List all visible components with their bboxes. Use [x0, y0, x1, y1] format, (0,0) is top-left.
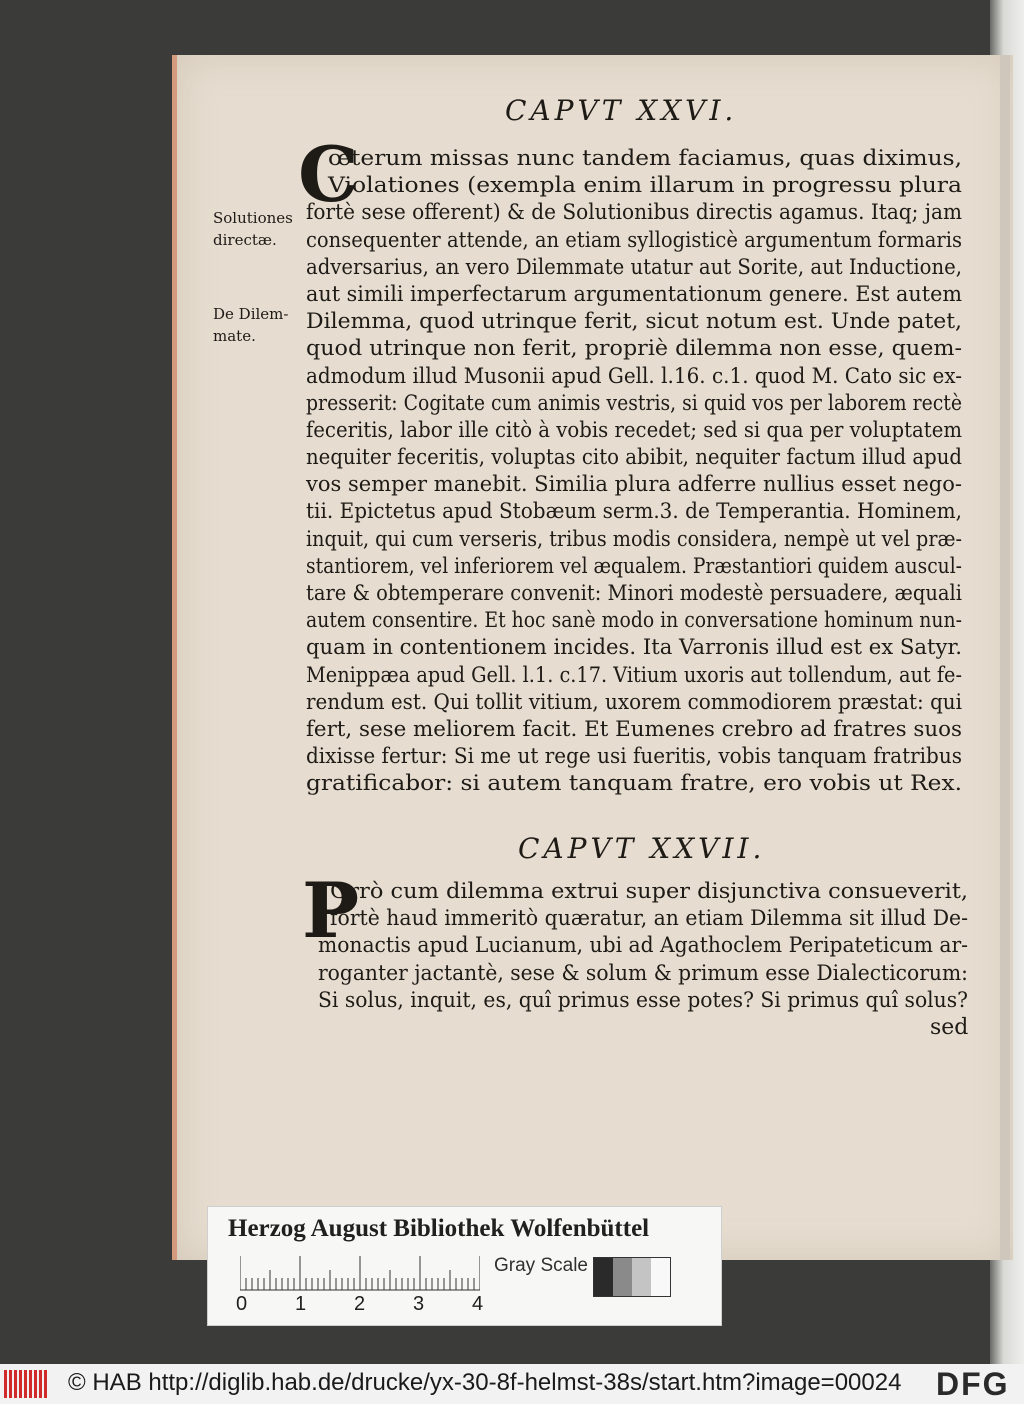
gray-scale-label: Gray Scale [494, 1255, 588, 1276]
text-line: gratificabor: si autem tanquam fratre, ero vobis ut Rex. [306, 771, 962, 797]
ruler-number: 4 [472, 1293, 484, 1315]
hab-logo [4, 1370, 48, 1398]
ruler-number: 0 [236, 1293, 248, 1315]
text-line: fert, sese meliorem facit. Et Eumenes crebro ad fratres suos [306, 716, 962, 742]
text-line: monactis apud Lucianum, ubi ad Agathoclem Peripateticum ar- [318, 933, 968, 959]
drop-capital: C [298, 130, 359, 219]
text-line: tii. Epictetus apud Stobæum serm.3. de Temperantia. Hominem, [306, 499, 962, 525]
margin-note: mate. [213, 327, 256, 345]
margin-note: Solutiones [213, 209, 293, 227]
margin-note: De Dilem- [213, 305, 289, 323]
library-label-card [207, 1206, 722, 1326]
footer-bar [0, 1364, 1024, 1404]
text-line: autem consentire. Et hoc sanè modo in conversatione hominum nun- [306, 608, 962, 634]
ruler-numbers [236, 1293, 496, 1315]
text-line: feceritis, labor ille citò à vobis recedet; sed si qua per voluptatem [306, 417, 962, 443]
text-line: tare & obtemperare convenit: Minori modestè persuadere, æquali [306, 581, 962, 606]
gray-swatch [632, 1258, 651, 1296]
text-line: consequenter attende, an etiam syllogisticè argumentum formaris [306, 227, 962, 253]
library-name: Herzog August Bibliothek Wolfenbüttel [228, 1215, 650, 1242]
source-url[interactable]: © HAB http://diglib.hab.de/drucke/yx-30-8f-helmst-38s/start.htm?image=00024 [68, 1369, 902, 1396]
text-line: Menippæa apud Gell. l.1. c.17. Vitium uxoris aut tollendum, aut fe- [306, 662, 962, 688]
body-text-section-1 [306, 145, 1024, 798]
text-line: presserit: Cogitate cum animis vestris, si quid vos per laborem rectè [306, 390, 962, 416]
text-line: quod utrinque non ferit, propriè dilemma non esse, quem- [306, 336, 962, 362]
chapter-heading-xxvii: CAPVT XXVII. [518, 832, 766, 865]
text-line: inquit, qui cum verseris, tribus modis considera, nempè ut vel præ- [306, 526, 962, 552]
ruler-number: 3 [413, 1293, 425, 1315]
gray-scale-swatch [593, 1257, 671, 1297]
margin-note: directæ. [213, 231, 277, 249]
text-line: œterum missas nunc tandem faciamus, quas diximus, [328, 146, 962, 171]
text-line: rendum est. Qui tollit vitium, uxorem commodiorem præstat: qui [306, 689, 962, 715]
dfg-logo: DFG [936, 1366, 1010, 1402]
text-line: Dilemma, quod utrinque ferit, sicut notum est. Unde patet, [306, 309, 962, 335]
ruler-number: 1 [295, 1293, 307, 1315]
text-line: fortè sese offerent) & de Solutionibus directis agamus. Itaq; jam [306, 200, 962, 226]
text-line: admodum illud Musonii apud Gell. l.16. c.1. quod M. Cato sic ex- [306, 363, 962, 389]
text-line: aut simili imperfectarum argumentationum genere. Est autem [306, 281, 962, 307]
text-line: dixisse fertur: Si me ut rege usi fueritis, vobis tanquam fratribus [306, 744, 962, 770]
text-line: fortè haud immeritò quæratur, an etiam Dilemma sit illud De- [330, 906, 968, 932]
chapter-heading-xxvi: CAPVT XXVI. [505, 94, 738, 127]
drop-capital: P [302, 866, 360, 955]
text-line: adversarius, an vero Dilemmate utatur aut Sorite, aut Inductione, [306, 254, 962, 280]
body-text-section-2 [318, 878, 1008, 1014]
ruler [240, 1255, 480, 1291]
text-line: Violationes (exempla enim illarum in progressu plura [328, 173, 962, 199]
gray-swatch [613, 1258, 632, 1296]
text-line: stantiorem, vel inferiorem vel æqualem. Præstantiori quidem auscul- [306, 553, 962, 579]
text-line: vos semper manebit. Similia plura adferre nullius esset nego- [306, 472, 962, 498]
text-line: Orrò cum dilemma extrui super disjunctiva consueverit, [330, 879, 968, 904]
text-line: nequiter feceritis, voluptas cito abibit, nequiter factum illud apud [306, 445, 962, 471]
text-line: quam in contentionem incides. Ita Varronis illud est ex Satyr. [306, 635, 962, 661]
gray-swatch [651, 1258, 670, 1296]
catchword: sed [930, 1015, 969, 1040]
text-line: roganter jactantè, sese & solum & primum esse Dialecticorum: [318, 960, 968, 986]
ruler-number: 2 [354, 1293, 366, 1315]
text-line: Si solus, inquit, es, quî primus esse potes? Si primus quî solus? [318, 987, 968, 1013]
gray-swatch [594, 1258, 613, 1296]
